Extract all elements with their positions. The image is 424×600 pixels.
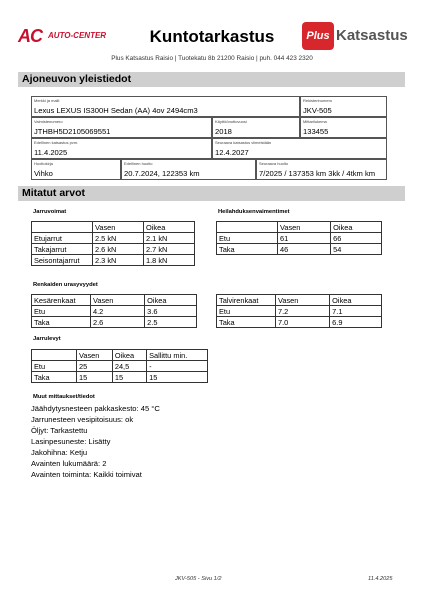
header-cell: Oikea: [331, 222, 382, 233]
header-cell: Vasen: [91, 295, 145, 306]
row-label: Taka: [217, 317, 276, 328]
cell: 2.1 kN: [144, 233, 195, 244]
cell: 54: [331, 244, 382, 255]
cell: 2.6: [91, 317, 145, 328]
header-cell: Oikea: [144, 222, 195, 233]
cell: 2.3 kN: [93, 255, 144, 266]
table-row: [32, 361, 208, 372]
measured-section-title: Mitatut arvot: [22, 187, 85, 199]
other-title: Muut mittaukset/tiedot: [33, 394, 95, 400]
discs-table: [31, 349, 208, 383]
table-row: [217, 306, 382, 317]
vin-cell: [31, 117, 212, 138]
cell: 15: [112, 372, 146, 383]
make-cell: [31, 96, 300, 117]
table-header-row: [217, 222, 382, 233]
cell: 6.9: [330, 317, 382, 328]
row-label: Etujarrut: [32, 233, 93, 244]
footer-page: JKV-505 - Sivu 1/2: [175, 576, 222, 582]
service-book-cell: [31, 159, 121, 180]
year-label: Käyttöönottovuosi: [215, 119, 247, 124]
vin-label: Valmistenumero: [34, 119, 63, 124]
next-service-value: 7/2025 / 137353 km 3kk / 4tkm km: [259, 169, 376, 178]
vehicle-section-header: [18, 72, 405, 87]
header-cell: Sallittu min.: [147, 350, 208, 361]
prev-inspection-label: Edellinen katsastus pvm.: [34, 140, 79, 145]
prev-service-label: Edellinen huolto: [124, 161, 153, 166]
table-row: [32, 306, 197, 317]
brake-force-table: [31, 221, 195, 266]
cell: 66: [331, 233, 382, 244]
other-line: Avainten toiminta: Kaikki toimivat: [31, 470, 142, 479]
odometer-value: 133455: [303, 127, 329, 136]
header-cell: Oikea: [112, 350, 146, 361]
cell: 15: [77, 372, 113, 383]
year-cell: [212, 117, 300, 138]
header-cell: [32, 222, 93, 233]
header-cell: [217, 222, 278, 233]
cell: 7.0: [276, 317, 330, 328]
row-label: Etu: [32, 361, 77, 372]
table-row: [32, 255, 195, 266]
reg-cell: [300, 96, 387, 117]
cell: 2.7 kN: [144, 244, 195, 255]
table-row: [217, 317, 382, 328]
table-header-row: [217, 295, 382, 306]
footer-date: 11.4.2025: [368, 576, 393, 582]
header-cell: Vasen: [77, 350, 113, 361]
row-label: Taka: [217, 244, 278, 255]
row-label: Etu: [217, 233, 278, 244]
row-label: Etu: [217, 306, 276, 317]
cell: 2.5 kN: [93, 233, 144, 244]
vehicle-section-title: Ajoneuvon yleistiedot: [22, 73, 132, 85]
cell: 2.6 kN: [93, 244, 144, 255]
other-line: Avainten lukumäärä: 2: [31, 459, 107, 468]
brake-force-title: Jarruvoimat: [33, 209, 67, 215]
page-title: Kuntotarkastus: [149, 27, 275, 46]
prev-inspection-cell: [31, 138, 212, 159]
prev-service-value: 20.7.2024, 122353 km: [124, 169, 200, 178]
table-row: [32, 244, 195, 255]
other-line: Jäähdytysnesteen pakkaskesto: 45 °C: [31, 404, 160, 413]
cell: 4.2: [91, 306, 145, 317]
table-row: [217, 244, 382, 255]
header-cell: Talvirenkaat: [217, 295, 276, 306]
dampers-table: [216, 221, 382, 255]
other-line: Öljyt: Tarkastettu: [31, 426, 88, 435]
plus-logo-mark: Plus: [302, 22, 334, 50]
next-service-cell: [256, 159, 387, 180]
header-cell: Vasen: [278, 222, 331, 233]
table-row: [32, 372, 208, 383]
table-header-row: [32, 295, 197, 306]
other-line: Jakohihna: Ketju: [31, 448, 88, 457]
cell: 61: [278, 233, 331, 244]
discs-title: Jarrulevyt: [33, 336, 61, 342]
header-cell: Vasen: [93, 222, 144, 233]
cell: 7.1: [330, 306, 382, 317]
winter-tyres-table: [216, 294, 382, 328]
cell: 46: [278, 244, 331, 255]
cell: 15: [147, 372, 208, 383]
row-label: Taka: [32, 317, 91, 328]
row-label: Takajarrut: [32, 244, 93, 255]
reg-value: JKV-505: [303, 106, 332, 115]
odometer-label: Mittarilukema: [303, 119, 327, 124]
prev-service-cell: [121, 159, 256, 180]
next-inspection-value: 12.4.2027: [215, 148, 249, 157]
row-label: Seisontajarrut: [32, 255, 93, 266]
plus-logo-text: Katsastus: [336, 27, 408, 44]
ac-logo-text: AUTO-CENTER: [48, 31, 107, 40]
ac-logo-mark: AC: [18, 26, 42, 46]
prev-inspection-value: 11.4.2025: [34, 148, 68, 157]
header-cell: Oikea: [145, 295, 197, 306]
table-row: [32, 233, 195, 244]
header-cell: Oikea: [330, 295, 382, 306]
dampers-title: Heilahduksenvaimentimet: [218, 209, 290, 215]
row-label: Etu: [32, 306, 91, 317]
other-line: Jarrunesteen vesipitoisuus: ok: [31, 415, 134, 424]
measured-section-header: [18, 186, 405, 201]
cell: 1.8 kN: [144, 255, 195, 266]
table-header-row: [32, 350, 208, 361]
cell: -: [147, 361, 208, 372]
next-inspection-cell: [212, 138, 387, 159]
make-value: Lexus LEXUS IS300H Sedan (AA) 4ov 2494cm3: [34, 106, 198, 115]
cell: 24,5: [112, 361, 146, 372]
cell: 3.6: [145, 306, 197, 317]
header-cell: Kesärenkaat: [32, 295, 91, 306]
table-header-row: [32, 222, 195, 233]
odometer-cell: [300, 117, 387, 138]
row-label: Taka: [32, 372, 77, 383]
reg-label: Rekisterinumero: [303, 98, 333, 103]
next-service-label: Seuraava huolto: [259, 161, 289, 166]
header-cell: Vasen: [276, 295, 330, 306]
header-cell: [32, 350, 77, 361]
service-book-value: Vihko: [34, 169, 53, 178]
next-inspection-label: Seuraava katsastus viimeistään: [215, 140, 272, 145]
cell: 7.2: [276, 306, 330, 317]
tyres-title: Renkaiden urasyvyydet: [33, 282, 98, 288]
company-contact-line: Plus Katsastus Raisio | Tuotekatu 8b 21200 Raisio | puh. 044 423 2320: [111, 55, 313, 62]
service-book-label: Huoltokirja: [34, 161, 53, 166]
make-label: Merkki ja malli: [34, 98, 60, 103]
cell: 25: [77, 361, 113, 372]
other-line: Lasinpesuneste: Lisätty: [31, 437, 111, 446]
summer-tyres-table: [31, 294, 197, 328]
cell: 2.5: [145, 317, 197, 328]
table-row: [32, 317, 197, 328]
year-value: 2018: [215, 127, 232, 136]
table-row: [217, 233, 382, 244]
vin-value: JTHBH5D2105069551: [34, 127, 111, 136]
